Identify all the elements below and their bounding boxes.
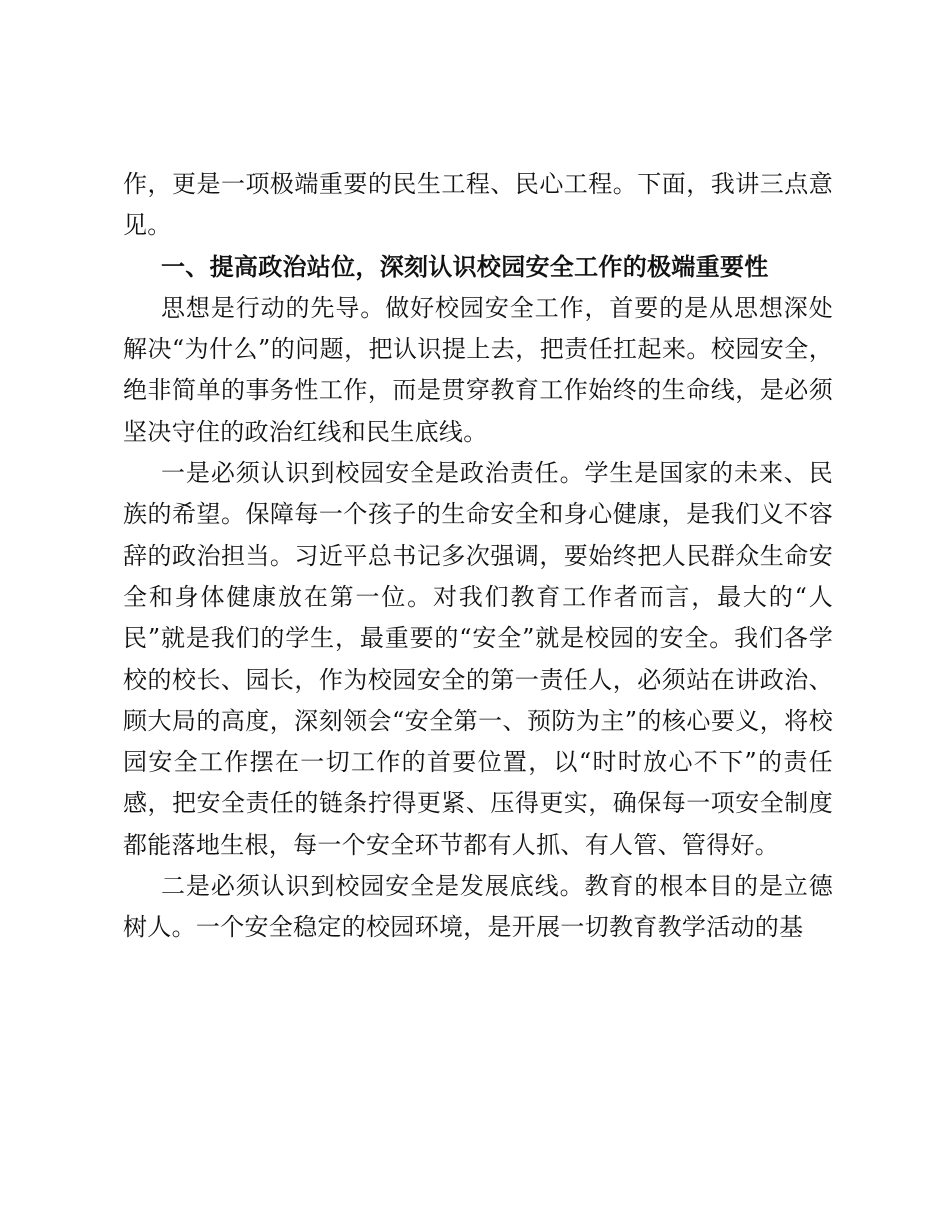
body-paragraph: 思想是行动的先导。做好校园安全工作，首要的是从思想深处解决“为什么”的问题，把认识提上去，把责任扛起来。校园安全，绝非简单的事务性工作，而是贯穿教育工作始终的生命线，是必须坚决守住的政治红线和民生底线。 bbox=[123, 293, 833, 446]
body-paragraph: 二是必须认识到校园安全是发展底线。教育的根本目的是立德树人。一个安全稳定的校园环境，是开展一切教育教学活动的基 bbox=[123, 872, 833, 942]
section-heading: 一、提高政治站位，深刻认识校园安全工作的极端重要性 bbox=[161, 252, 769, 281]
continuation-paragraph: 作，更是一项极端重要的民生工程、民心工程。下面，我讲三点意见。 bbox=[123, 170, 833, 240]
body-paragraph: 一是必须认识到校园安全是政治责任。学生是国家的未来、民族的希望。保障每一个孩子的生命安全和身心健康，是我们义不容辞的政治担当。习近平总书记多次强调，要始终把人民群众生命安全和身体健康放在第一位。对我们教育工作者而言，最大的“人民”就是我们的学生，最重要的“安全”就是校园的安全。我们各学校的校长、园长，作为校园安全的第一责任人，必须站在讲政治、顾大局的高度，深刻领会“安全第一、预防为主”的核心要义，将校园安全工作摆在一切工作的首要位置，以“时时放心不下”的责任感，把安全责任的链条拧得更紧、压得更实，确保每一项安全制度都能落地生根，每一个安全环节都有人抓、有人管、管得好。 bbox=[123, 459, 833, 859]
document-body bbox=[123, 164, 833, 949]
